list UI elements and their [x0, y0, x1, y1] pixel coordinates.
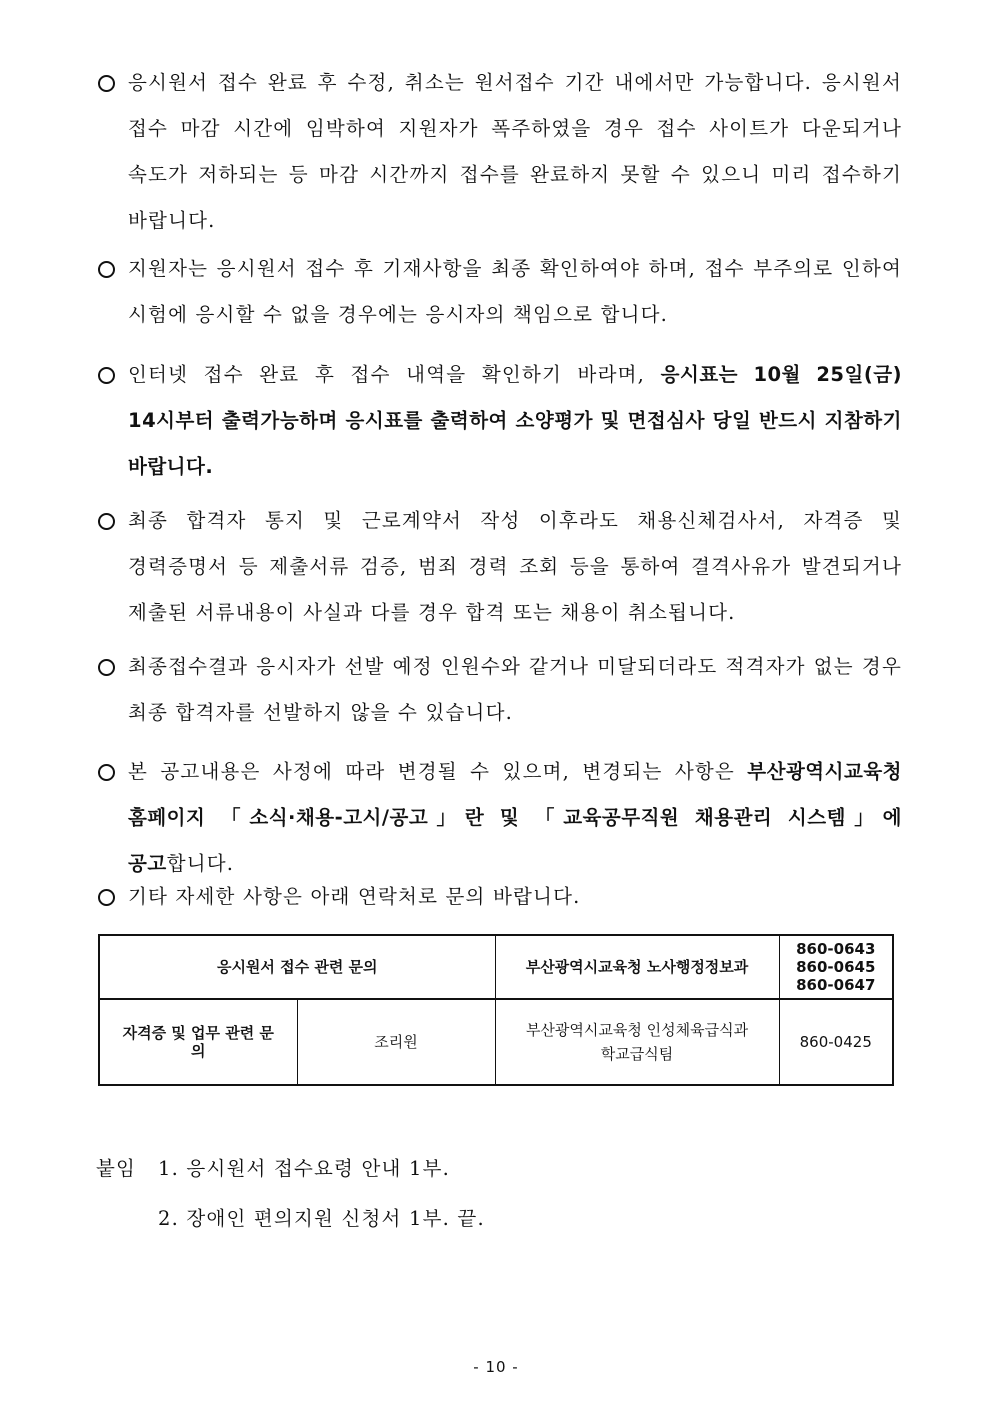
attachment-label: 붙임 [96, 1157, 137, 1180]
page-number: - 10 - [473, 1358, 519, 1376]
notice-text-segment: 인터넷 접수 완료 후 접수 내역을 확인하기 바라며, [128, 363, 661, 386]
notice-text [128, 498, 902, 636]
circle-bullet-icon [96, 352, 126, 398]
inquiry-type-cell: 자격증 및 업무 관련 문의 [99, 999, 297, 1085]
circle-bullet-icon [96, 874, 126, 920]
department-cell: 부산광역시교육청 노사행정정보과 [495, 935, 779, 999]
table-row [99, 999, 893, 1085]
attachment-list-continued [158, 1205, 485, 1233]
circle-bullet-icon [96, 644, 126, 690]
attachment-list [96, 1155, 450, 1183]
phone-cell [779, 935, 893, 999]
notice-text-bold-segment: 응시표는 10월 25일(금) 14시부터 출력가능하며 응시표를 출력하여 소양평가 및 면접심사 당일 반드시 지참하기 바랍니다. [128, 363, 902, 478]
notice-text [128, 352, 902, 490]
attachment-item: 1. 응시원서 접수요령 안내 1부. [158, 1157, 451, 1180]
notice-item [96, 749, 902, 887]
contact-table [98, 934, 894, 1086]
inquiry-type-cell: 응시원서 접수 관련 문의 [99, 935, 495, 999]
notice-item [96, 644, 902, 736]
notice-text-segment: 기타 자세한 사항은 아래 연락처로 문의 바랍니다. [128, 885, 581, 908]
circle-bullet-icon [96, 498, 126, 544]
notice-text-segment: 본 공고내용은 사정에 따라 변경될 수 있으며, 변경되는 사항은 [128, 760, 748, 783]
phone-cell: 860-0425 [779, 999, 893, 1085]
notice-item [96, 498, 902, 636]
circle-bullet-icon [96, 749, 126, 795]
department-cell: 부산광역시교육청 인성체육급식과 학교급식팀 [495, 999, 779, 1085]
notice-text-segment: 지원자는 응시원서 접수 후 기재사항을 최종 확인하여야 하며, 접수 부주의로 인하여 시험에 응시할 수 없을 경우에는 응시자의 책임으로 합니다. [128, 257, 902, 326]
notice-item [96, 60, 902, 244]
notice-text [128, 644, 902, 736]
notice-text-segment: 합니다. [166, 852, 235, 875]
phone-number: 860-0645 [796, 958, 876, 976]
notice-text [128, 874, 902, 920]
notice-text-segment: 최종접수결과 응시자가 선발 예정 인원수와 같거나 미달되더라도 적격자가 없는 경우 최종 합격자를 선발하지 않을 수 있습니다. [128, 655, 902, 724]
notice-text-segment: 최종 합격자 통지 및 근로계약서 작성 이후라도 채용신체검사서, 자격증 및 경력증명서 등 제출서류 검증, 범죄 경력 조회 등을 통하여 결격사유가 발견되거나 제출된 서류내용이 사실과 다를 경우 합격 또는 채용이 취소됩니다. [128, 509, 902, 624]
table-row [99, 935, 893, 999]
notice-text [128, 60, 902, 244]
notice-item [96, 874, 902, 920]
notice-text [128, 749, 902, 887]
notice-text [128, 246, 902, 338]
phone-number: 860-0643 [796, 940, 876, 958]
circle-bullet-icon [96, 60, 126, 106]
job-cell: 조리원 [297, 999, 495, 1085]
phone-number: 860-0647 [796, 976, 876, 994]
notice-text-bold-segment: 부산광역시교육청 홈페이지 「소식·채용-고시/공고」란 및 「교육공무직원 채용관리 시스템」에 공고 [128, 760, 902, 875]
notice-item [96, 246, 902, 338]
notice-item [96, 352, 902, 490]
circle-bullet-icon [96, 246, 126, 292]
notice-text-segment: 응시원서 접수 완료 후 수정, 취소는 원서접수 기간 내에서만 가능합니다. 응시원서 접수 마감 시간에 임박하여 지원자가 폭주하였을 경우 접수 사이트가 다운되거나 속도가 저하되는 등 마감 시간까지 접수를 완료하지 못할 수 있으니 미리 접수하기 바랍니다. [128, 71, 902, 232]
attachment-item: 2. 장애인 편의지원 신청서 1부. 끝. [158, 1207, 485, 1230]
